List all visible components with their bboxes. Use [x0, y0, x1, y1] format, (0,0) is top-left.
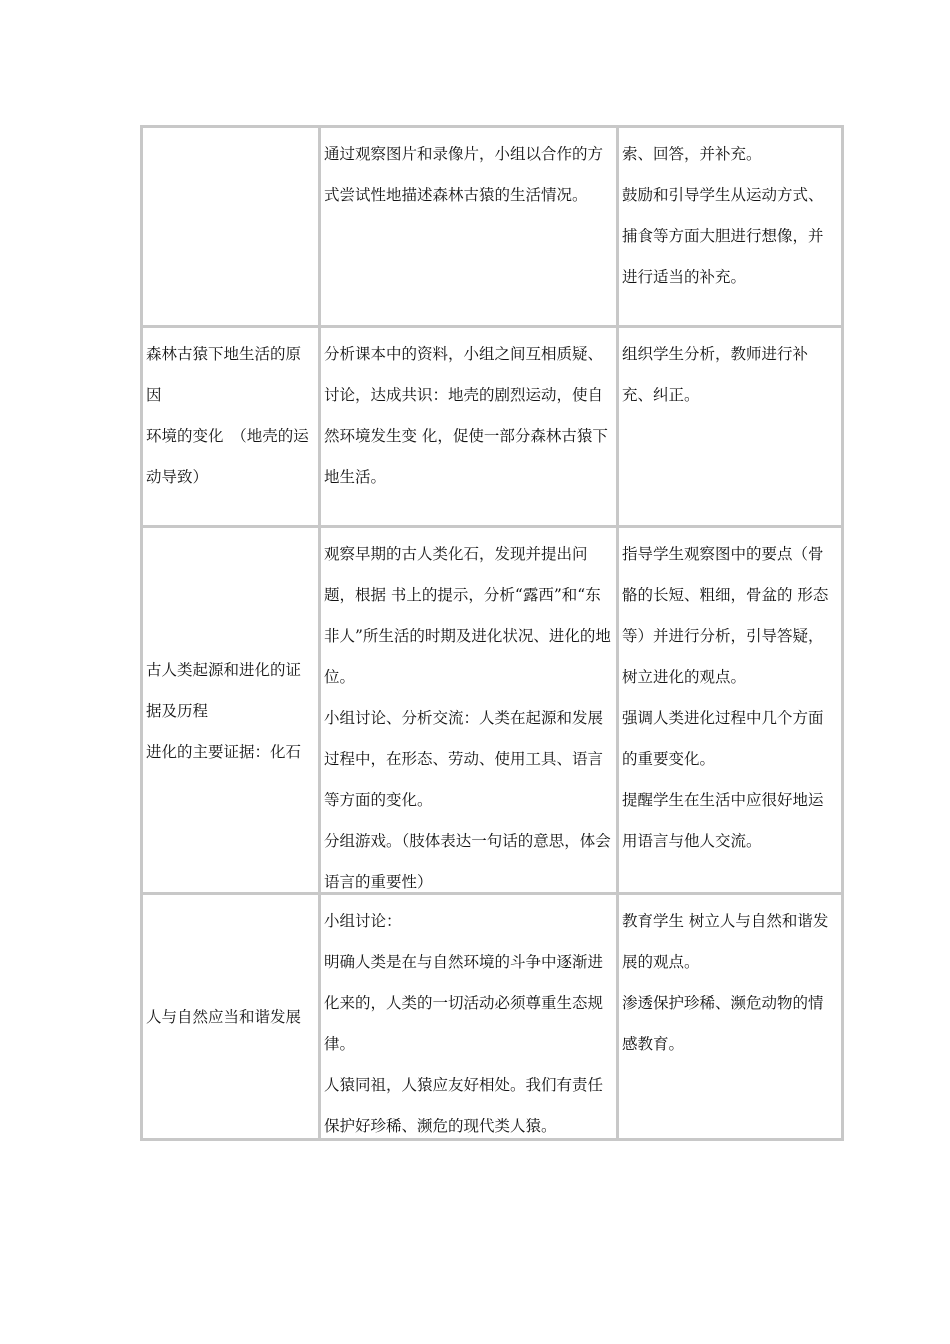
- teacher-activity-text: 渗透保护珍稀、濒危动物的情感教育。: [622, 994, 824, 1053]
- topic-text: 古人类起源和进化的证据及历程: [146, 660, 302, 720]
- topic-text: 进化的主要证据：化石: [146, 742, 302, 761]
- teacher-activity-text: 组织学生分析，教师进行补充、纠正。: [622, 345, 809, 404]
- teacher-activity-cell: [619, 128, 841, 325]
- teacher-activity-text: 强调人类进化过程中几个方面的重要变化。: [622, 709, 824, 768]
- student-activity-text: 小组讨论：: [324, 912, 402, 930]
- lesson-plan-table: [140, 125, 844, 1141]
- topic-text: 环境的变化 （地壳的运动导致）: [146, 427, 309, 486]
- student-activity-text: 观察早期的古人类化石，发现并提出问题，根据 书上的提示，分析“露西”和“东非人”所生活的时期及进化状况、进化的地位。: [324, 545, 611, 686]
- topic-cell: [143, 528, 321, 892]
- teacher-activity-text: 指导学生观察图中的要点（骨骼的长短、粗细，骨盆的 形态等）并进行分析，引导答疑，树立进化的观点。: [622, 545, 829, 686]
- topic-text: 森林古猿下地生活的原因: [146, 345, 302, 404]
- table-row: [143, 128, 841, 328]
- student-activity-text: 通过观察图片和录像片，小组以合作的方式尝试性地描述森林古猿的生活情况。: [324, 145, 604, 204]
- table-row: [143, 328, 841, 528]
- topic-cell: [143, 328, 321, 525]
- student-activity-text: 分组游戏。（肢体表达一句话的意思，体会语言的重要性）: [324, 832, 611, 891]
- student-activity-text: 小组讨论、分析交流：人类在起源和发展过程中，在形态、劳动、使用工具、语言等方面的变化。: [324, 709, 604, 809]
- topic-cell: [143, 128, 321, 325]
- student-activity-cell: [321, 328, 619, 525]
- topic-text: 人与自然应当和谐发展: [146, 1008, 302, 1026]
- teacher-activity-cell: [619, 528, 841, 892]
- teacher-activity-text: 教育学生 树立人与自然和谐发展的观点。: [622, 912, 829, 971]
- topic-cell: [143, 895, 321, 1138]
- student-activity-text: 分析课本中的资料，小组之间互相质疑、讨论，达成共识：地壳的剧烈运动，使自然环境发生变 化，促使一部分森林古猿下地生活。: [324, 345, 608, 486]
- student-activity-text: 人猿同祖，人猿应友好相处。我们有责任保护好珍稀、濒危的现代类人猿。: [324, 1076, 604, 1135]
- table-row: [143, 528, 841, 895]
- student-activity-text: 明确人类是在与自然环境的斗争中逐渐进化来的，人类的一切活动必须尊重生态规律。: [324, 953, 604, 1053]
- teacher-activity-cell: [619, 895, 841, 1138]
- student-activity-cell: [321, 895, 619, 1138]
- teacher-activity-cell: [619, 328, 841, 525]
- student-activity-cell: [321, 128, 619, 325]
- teacher-activity-text: 鼓励和引导学生从运动方式、捕食等方面大胆进行想像，并进行适当的补充。: [622, 186, 824, 286]
- teacher-activity-text: 提醒学生在生活中应很好地运用语言与他人交流。: [622, 791, 824, 850]
- student-activity-cell: [321, 528, 619, 892]
- table-row: [143, 895, 841, 1138]
- teacher-activity-text: 索、回答，并补充。: [622, 145, 762, 163]
